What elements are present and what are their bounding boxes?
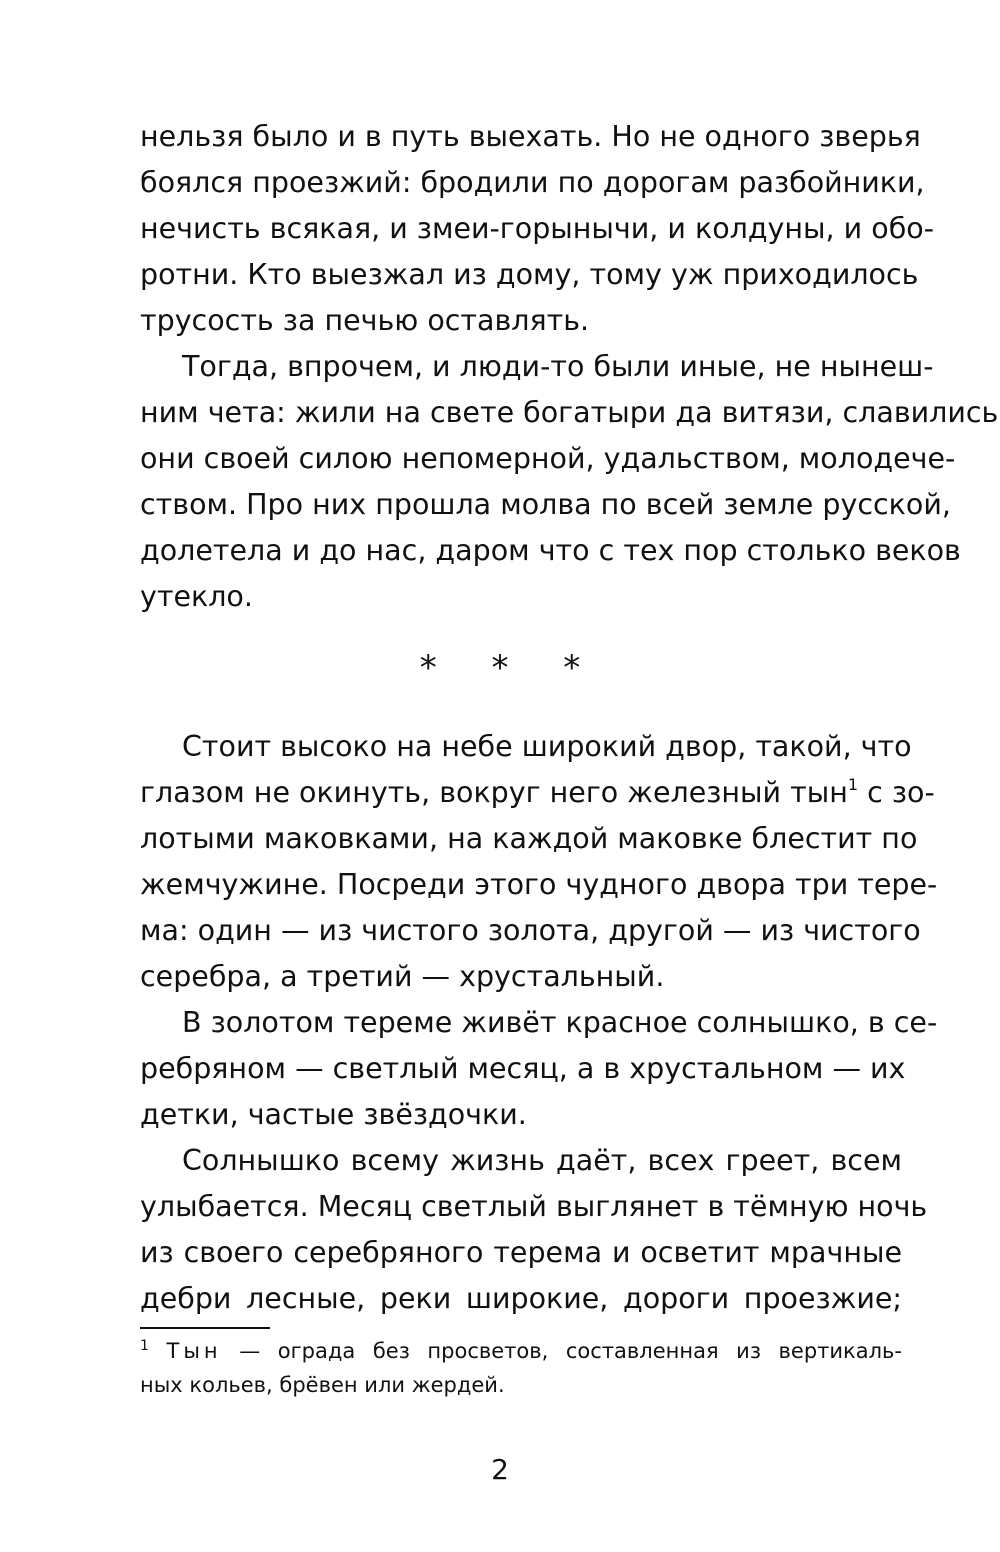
page-number: 2 bbox=[491, 1453, 509, 1486]
text-line: ма: один — из чистого золота, другой — из чистого bbox=[140, 914, 921, 947]
text-line: ством. Про них прошла молва по всей земле русской, bbox=[140, 488, 951, 521]
text-line: детки, частые звёздочки. bbox=[140, 1098, 527, 1131]
text-line: нечисть всякая, и змеи-горынычи, и колдуны, и обо- bbox=[140, 212, 934, 245]
text-line: Тогда, впрочем, и люди-то были иные, не нынеш- bbox=[182, 350, 934, 383]
text-line: дебри лесные, реки широкие, дороги проезжие; bbox=[140, 1282, 902, 1315]
text-line: ротни. Кто выезжал из дому, тому уж приходилось bbox=[140, 258, 919, 291]
footnote-marker: 1 bbox=[140, 1338, 149, 1354]
footnote-line: ных кольев, брёвен или жердей. bbox=[140, 1373, 505, 1397]
text-line: В золотом тереме живёт красное солнышко, в се- bbox=[182, 1006, 938, 1039]
footnote-definition: — ограда без просветов, составленная из вертикаль- bbox=[239, 1339, 902, 1363]
footnote-line bbox=[140, 1334, 902, 1368]
text-line: они своей силою непомерной, удальством, молодече- bbox=[140, 442, 956, 475]
text-line: нельзя было и в путь выехать. Но не одного зверья bbox=[140, 120, 921, 153]
footnote-term: Тын bbox=[166, 1339, 222, 1363]
text-line: Солнышко всему жизнь даёт, всех греет, всем bbox=[182, 1144, 902, 1177]
text-line: утекло. bbox=[140, 580, 253, 613]
text-line: из своего серебряного терема и осветит мрачные bbox=[140, 1236, 902, 1269]
text-line: трусость за печью оставлять. bbox=[140, 304, 590, 337]
text-line: серебра, а третий — хрустальный. bbox=[140, 960, 665, 993]
text-line: долетела и до нас, даром что с тех пор столько веков bbox=[140, 534, 961, 567]
footnote-separator bbox=[140, 1327, 270, 1329]
text-line bbox=[140, 770, 935, 816]
text-line: жемчужине. Посреди этого чудного двора три тере- bbox=[140, 868, 938, 901]
footnote-reference[interactable]: 1 bbox=[847, 775, 859, 794]
text-segment: с зо- bbox=[867, 776, 935, 809]
text-line: боялся проезжий: бродили по дорогам разбойники, bbox=[140, 166, 925, 199]
text-line: ним чета: жили на свете богатыри да витязи, славились bbox=[140, 396, 999, 429]
text-segment: глазом не окинуть, вокруг него железный тын bbox=[140, 776, 848, 809]
text-line: лотыми маковками, на каждой маковке блестит по bbox=[140, 822, 918, 855]
text-line: ребряном — светлый месяц, а в хрустальном — их bbox=[140, 1052, 906, 1085]
text-line: улыбается. Месяц светлый выглянет в тёмную ночь bbox=[140, 1190, 928, 1223]
section-divider-asterism: * * * bbox=[419, 648, 603, 688]
text-line: Стоит высоко на небе широкий двор, такой, что bbox=[182, 730, 912, 763]
